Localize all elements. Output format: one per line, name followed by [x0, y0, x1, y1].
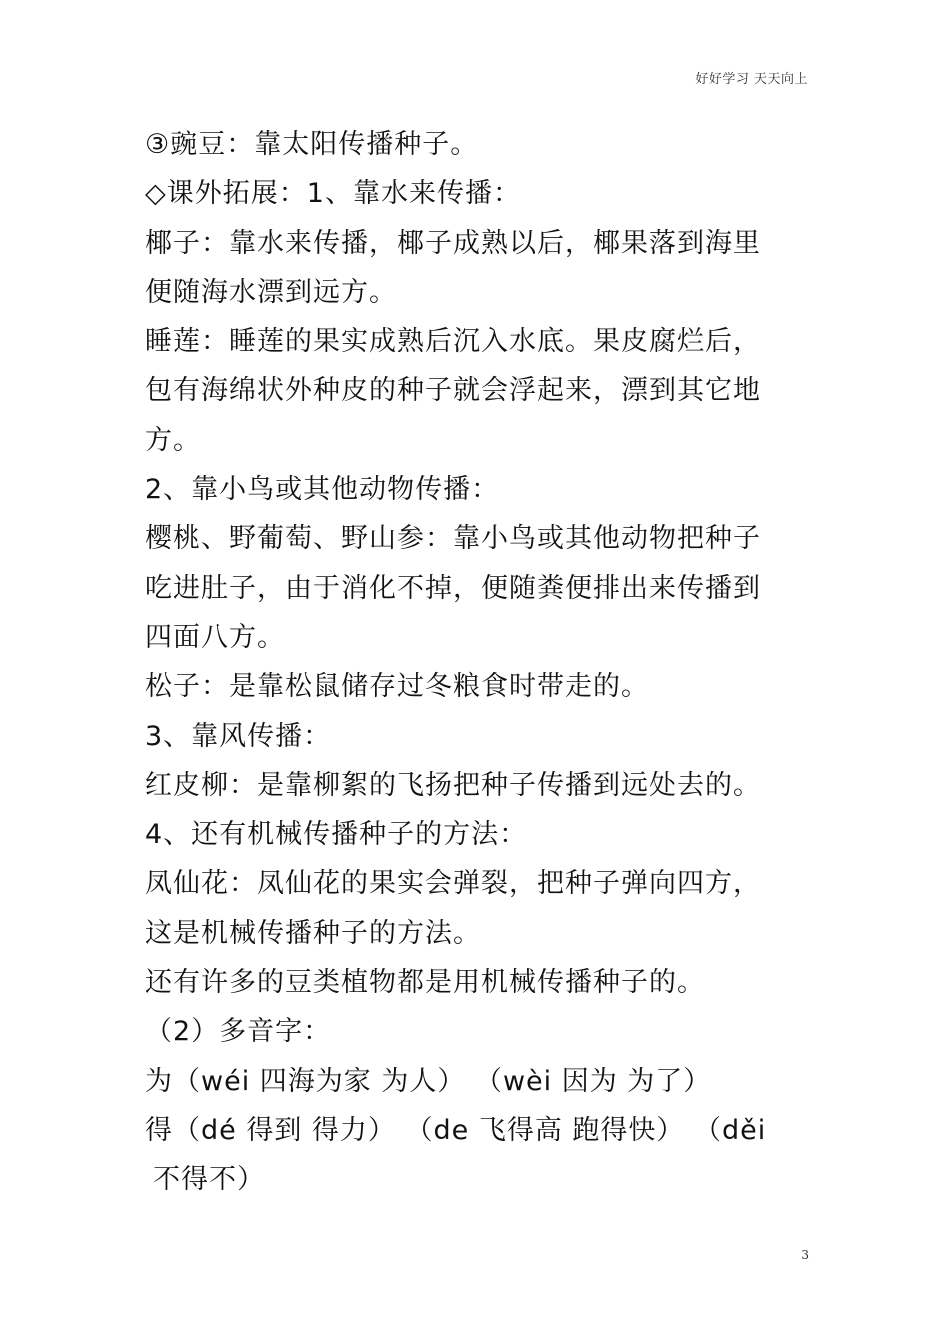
text-line: 便随海水漂到远方。: [145, 276, 397, 308]
text-line: ◇课外拓展：1、靠水来传播：: [145, 178, 521, 210]
text-line: 凤仙花：凤仙花的果实会弹裂，把种子弹向四方，: [145, 868, 761, 900]
text-line: 还有许多的豆类植物都是用机械传播种子的。: [145, 967, 705, 999]
text-line: 吃进肚子，由于消化不掉，便随粪便排出来传播到: [145, 572, 761, 604]
text-line: 2、靠小鸟或其他动物传播：: [145, 474, 500, 506]
text-line: ③豌豆：靠太阳传播种子。: [145, 129, 479, 160]
text-line: 方。: [145, 424, 201, 456]
text-line: 包有海绵状外种皮的种子就会浮起来，漂到其它地: [145, 375, 761, 407]
text-line: 这是机械传播种子的方法。: [145, 917, 481, 949]
document-body: [145, 120, 815, 1205]
text-line: 松子：是靠松鼠储存过冬粮食时带走的。: [145, 671, 649, 703]
page-header: 好好学习 天天向上: [695, 72, 808, 87]
text-line: 红皮柳：是靠柳絮的飞扬把种子传播到远处去的。: [145, 769, 761, 801]
text-line: 为（wéi 四海为家 为人） （wèi 因为 为了）: [145, 1065, 712, 1097]
text-line: 不得不）: [153, 1164, 265, 1196]
text-line: 樱桃、野葡萄、野山参：靠小鸟或其他动物把种子: [145, 523, 761, 555]
text-line: 得（dé 得到 得力） （de 飞得高 跑得快） （děi: [145, 1114, 767, 1146]
text-line: 四面八方。: [145, 621, 285, 653]
text-line: 椰子：靠水来传播，椰子成熟以后，椰果落到海里: [145, 227, 761, 259]
text-line: 4、还有机械传播种子的方法：: [145, 819, 528, 851]
text-line: 睡莲：睡莲的果实成熟后沉入水底。果皮腐烂后，: [145, 326, 761, 358]
text-line: 3、靠风传播：: [145, 720, 332, 752]
page-number: 3: [801, 1248, 809, 1262]
text-line: （2）多音字：: [145, 1016, 332, 1048]
